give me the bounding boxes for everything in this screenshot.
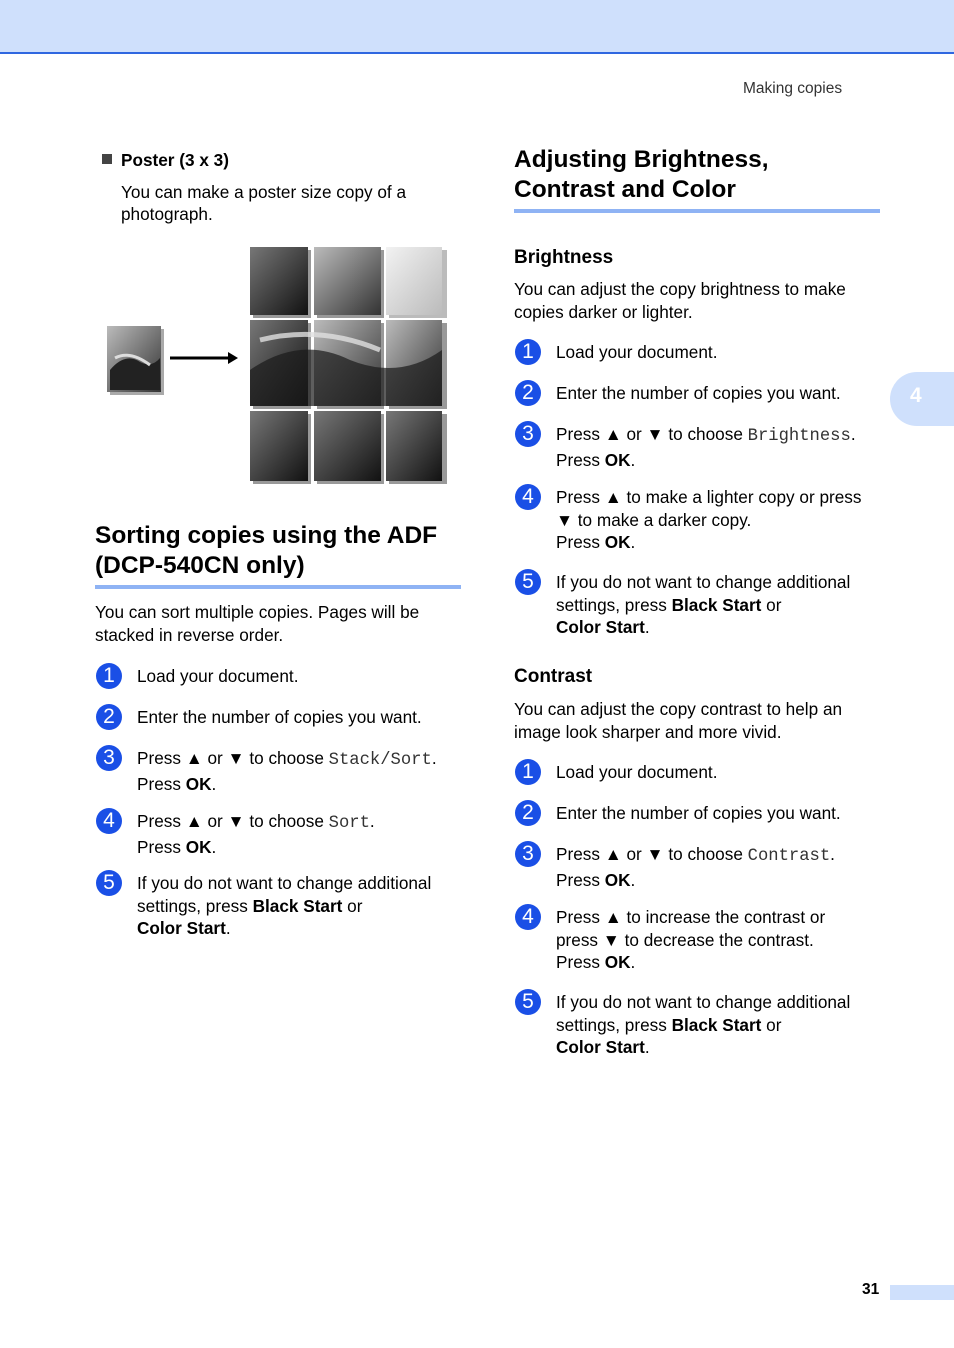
- contrast-intro-line2: image look sharper and more vivid.: [514, 721, 782, 742]
- step-number-icon: 1: [96, 663, 122, 689]
- step-text: Enter the number of copies you want.: [556, 803, 841, 823]
- ok-key-label: OK: [185, 836, 212, 857]
- step-number-icon: 5: [96, 870, 122, 896]
- step-number-icon: 4: [515, 904, 541, 930]
- sorting-intro-line1: You can sort multiple copies. Pages will be: [95, 602, 420, 622]
- step-text: Press ▲ or ▼ to choose Sort. Press OK.: [137, 811, 375, 857]
- step-number-icon: 1: [515, 759, 541, 785]
- menu-value: Brightness: [747, 427, 851, 446]
- brightness-intro-line1: You can adjust the copy brightness to make: [514, 279, 846, 299]
- chapter-number: 4: [910, 384, 922, 407]
- sorting-intro-line2: stacked in reverse order.: [95, 624, 284, 645]
- contrast-section: [514, 665, 884, 743]
- poster-grid: [250, 247, 447, 484]
- poster-text-line2: photograph.: [121, 204, 213, 224]
- adjusting-heading-line1: Adjusting Brightness,: [514, 146, 769, 173]
- footer-band: [890, 1285, 954, 1300]
- adjusting-heading: [514, 145, 880, 213]
- original-photo-thumbnail: [107, 326, 164, 395]
- step-text: Press ▲ or ▼ to choose Contrast. Press OK.: [556, 844, 835, 890]
- ok-key-label: OK: [604, 449, 631, 470]
- ok-key-label: OK: [604, 869, 631, 890]
- sorting-steps: [96, 665, 466, 955]
- sorting-heading-line1: Sorting copies using the ADF: [95, 522, 438, 549]
- bullet-square-icon: [102, 154, 112, 164]
- running-header: Making copies: [743, 80, 843, 97]
- poster-illustration: [100, 240, 450, 490]
- adjusting-section: [514, 145, 880, 213]
- sorting-section: [95, 521, 461, 646]
- step-number-icon: 3: [515, 841, 541, 867]
- brightness-section: [514, 246, 884, 323]
- step-text: Load your document.: [556, 762, 718, 782]
- poster-section: [121, 149, 406, 226]
- contrast-heading: Contrast: [514, 666, 593, 687]
- step-text: Press ▲ or ▼ to choose Brightness. Press OK.: [556, 424, 856, 470]
- poster-title: Poster (3 x 3): [121, 150, 229, 170]
- step-text: Press ▲ to make a lighter copy or press ▼ to make a darker copy. Press OK.: [556, 487, 862, 552]
- step-text: If you do not want to change additional settings, press Black Start or Color Start.: [556, 572, 851, 637]
- step-number-icon: 4: [515, 484, 541, 510]
- step-text: Enter the number of copies you want.: [556, 383, 841, 403]
- step-text: Press ▲ to increase the contrast or press ▼ to decrease the contrast. Press OK.: [556, 907, 826, 972]
- step-number-icon: 2: [515, 380, 541, 406]
- contrast-steps: [515, 761, 885, 1061]
- ok-key-label: OK: [185, 773, 212, 794]
- step-text: Press ▲ or ▼ to choose Stack/Sort. Press OK.: [137, 748, 437, 794]
- step-number-icon: 2: [515, 800, 541, 826]
- step-text: Load your document.: [137, 666, 299, 686]
- brightness-steps: [515, 341, 885, 641]
- step-text: If you do not want to change additional settings, press Black Start or Color Start.: [556, 992, 851, 1057]
- brightness-heading: Brightness: [514, 247, 614, 268]
- menu-value: Stack/Sort: [328, 751, 432, 770]
- ok-key-label: OK: [604, 532, 631, 552]
- step-text: Load your document.: [556, 342, 718, 362]
- page-number: 31: [862, 1281, 880, 1298]
- menu-value: Contrast: [747, 847, 831, 866]
- step-text: Enter the number of copies you want.: [137, 707, 422, 727]
- top-header-band: [0, 0, 954, 54]
- step-text: If you do not want to change additional settings, press Black Start or Color Start.: [137, 873, 432, 938]
- step-number-icon: 5: [515, 989, 541, 1015]
- chapter-tab: [890, 372, 954, 426]
- contrast-intro-line1: You can adjust the copy contrast to help an: [514, 699, 843, 719]
- sorting-heading: [95, 521, 461, 589]
- menu-value: Sort: [328, 814, 370, 833]
- step-number-icon: 5: [515, 569, 541, 595]
- adjusting-heading-line2: Contrast and Color: [514, 176, 736, 203]
- sorting-heading-line2: (DCP-540CN only): [95, 552, 305, 579]
- step-number-icon: 2: [96, 704, 122, 730]
- poster-text-line1: You can make a poster size copy of a: [121, 181, 407, 202]
- step-number-icon: 4: [96, 808, 122, 834]
- brightness-intro-line2: copies darker or lighter.: [514, 301, 693, 322]
- ok-key-label: OK: [604, 952, 631, 972]
- step-number-icon: 1: [515, 339, 541, 365]
- step-number-icon: 3: [96, 745, 122, 771]
- step-number-icon: 3: [515, 421, 541, 447]
